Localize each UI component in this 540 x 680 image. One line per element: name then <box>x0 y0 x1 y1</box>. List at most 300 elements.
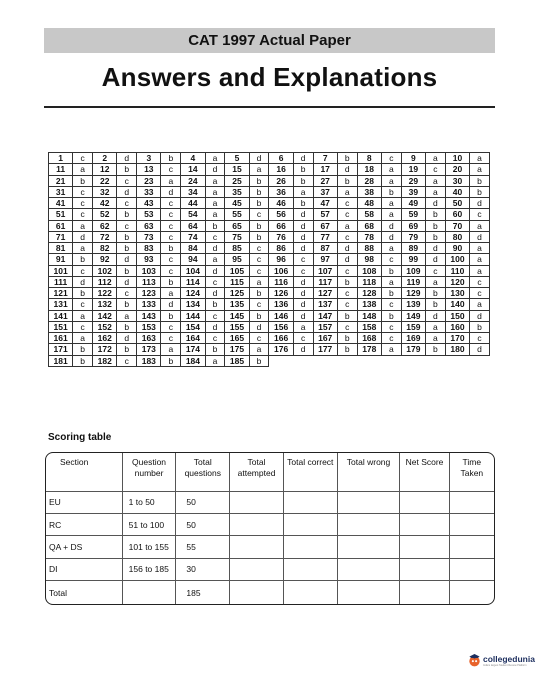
question-number: 95 <box>225 254 249 265</box>
question-number: 103 <box>137 265 161 276</box>
answer-option: b <box>161 276 181 287</box>
answer-option: b <box>381 310 401 321</box>
question-number: 101 <box>49 265 73 276</box>
question-number: 121 <box>49 288 73 299</box>
question-number: 4 <box>181 153 205 164</box>
question-number: 185 <box>225 355 249 366</box>
question-number: 60 <box>445 209 469 220</box>
question-number: 133 <box>137 299 161 310</box>
empty-cell <box>445 355 469 366</box>
question-number: 179 <box>401 344 425 355</box>
question-number: 37 <box>313 186 337 197</box>
answer-option: c <box>161 254 181 265</box>
answer-option: b <box>337 153 357 164</box>
question-number: 117 <box>313 276 337 287</box>
answer-option: d <box>426 198 446 209</box>
score-cell[interactable] <box>283 491 337 513</box>
score-cell: 101 to 155 <box>122 536 176 558</box>
column-header: Total attempted <box>230 453 284 491</box>
answer-option: c <box>205 231 225 242</box>
answer-option: b <box>470 321 490 332</box>
question-number: 57 <box>313 209 337 220</box>
section-name: Total <box>46 581 122 604</box>
question-number: 21 <box>49 175 73 186</box>
answer-option: d <box>470 310 490 321</box>
question-number: 100 <box>445 254 469 265</box>
answer-option: b <box>426 344 446 355</box>
answer-option: a <box>249 276 269 287</box>
collegedunia-logo <box>468 654 535 667</box>
question-number: 92 <box>93 254 117 265</box>
answer-option: a <box>470 164 490 175</box>
question-number: 84 <box>181 243 205 254</box>
question-number: 48 <box>357 198 381 209</box>
question-number: 132 <box>93 299 117 310</box>
score-cell: 185 <box>176 581 230 604</box>
answer-option: c <box>205 276 225 287</box>
question-number: 116 <box>269 276 293 287</box>
answer-row <box>49 321 490 332</box>
score-cell[interactable] <box>449 581 494 604</box>
answer-option: b <box>426 209 446 220</box>
question-number: 174 <box>181 344 205 355</box>
score-cell: 156 to 185 <box>122 558 176 580</box>
answer-row <box>49 265 490 276</box>
question-number: 165 <box>225 333 249 344</box>
answer-option: d <box>381 231 401 242</box>
score-cell[interactable] <box>400 536 449 558</box>
score-cell[interactable] <box>283 513 337 535</box>
scoring-row <box>46 513 494 535</box>
page-title: Answers and Explanations <box>101 62 438 92</box>
answer-row <box>49 220 490 231</box>
answer-option: b <box>249 175 269 186</box>
question-number: 77 <box>313 231 337 242</box>
question-number: 180 <box>445 344 469 355</box>
empty-cell <box>381 355 401 366</box>
question-number: 135 <box>225 299 249 310</box>
empty-cell <box>313 355 337 366</box>
answer-option: d <box>337 164 357 175</box>
question-number: 99 <box>401 254 425 265</box>
answer-option: b <box>249 198 269 209</box>
question-number: 118 <box>357 276 381 287</box>
question-number: 184 <box>181 355 205 366</box>
question-number: 27 <box>313 175 337 186</box>
question-number: 158 <box>357 321 381 332</box>
question-number: 129 <box>401 288 425 299</box>
question-number: 126 <box>269 288 293 299</box>
answer-option: c <box>161 209 181 220</box>
question-number: 34 <box>181 186 205 197</box>
question-number: 85 <box>225 243 249 254</box>
section-name: QA + DS <box>46 536 122 558</box>
answer-option: b <box>249 231 269 242</box>
question-number: 17 <box>313 164 337 175</box>
answer-option: a <box>73 220 93 231</box>
question-number: 162 <box>93 333 117 344</box>
question-number: 78 <box>357 231 381 242</box>
answer-option: b <box>426 288 446 299</box>
answer-option: c <box>337 288 357 299</box>
answer-option: b <box>381 265 401 276</box>
answer-row <box>49 164 490 175</box>
answer-option: c <box>337 209 357 220</box>
question-number: 70 <box>445 220 469 231</box>
score-cell: 50 <box>176 491 230 513</box>
answer-option: c <box>161 198 181 209</box>
score-cell[interactable] <box>337 513 400 535</box>
answer-option: b <box>249 310 269 321</box>
answer-option: b <box>73 175 93 186</box>
answer-option: b <box>73 288 93 299</box>
scoring-row <box>46 581 494 604</box>
answer-option: a <box>337 186 357 197</box>
question-number: 44 <box>181 198 205 209</box>
answer-option: d <box>205 288 225 299</box>
answer-option: a <box>73 164 93 175</box>
answer-option: c <box>337 265 357 276</box>
answer-option: a <box>161 344 181 355</box>
answer-option: b <box>117 344 137 355</box>
question-number: 20 <box>445 164 469 175</box>
answer-option: c <box>73 186 93 197</box>
answer-option: a <box>381 164 401 175</box>
question-number: 42 <box>93 198 117 209</box>
question-number: 159 <box>401 321 425 332</box>
question-number: 104 <box>181 265 205 276</box>
answer-option: c <box>161 220 181 231</box>
question-number: 141 <box>49 310 73 321</box>
answer-option: d <box>73 231 93 242</box>
logo-text: collegedunia <box>483 653 535 664</box>
answer-option: c <box>117 355 137 366</box>
answer-option: a <box>205 254 225 265</box>
empty-cell <box>401 355 425 366</box>
answer-option: d <box>293 243 313 254</box>
answer-option: a <box>73 333 93 344</box>
title-divider <box>44 106 495 108</box>
question-number: 88 <box>357 243 381 254</box>
question-number: 33 <box>137 186 161 197</box>
question-number: 3 <box>137 153 161 164</box>
question-number: 49 <box>401 198 425 209</box>
answer-option: b <box>293 164 313 175</box>
column-header: Total questions <box>176 453 230 491</box>
answer-option: c <box>205 310 225 321</box>
score-cell[interactable] <box>337 491 400 513</box>
paper-title-bar <box>44 28 495 53</box>
score-cell[interactable] <box>230 558 284 580</box>
question-number: 122 <box>93 288 117 299</box>
question-number: 56 <box>269 209 293 220</box>
score-cell[interactable] <box>230 513 284 535</box>
answer-option: c <box>249 209 269 220</box>
question-number: 154 <box>181 321 205 332</box>
question-number: 5 <box>225 153 249 164</box>
question-number: 134 <box>181 299 205 310</box>
question-number: 46 <box>269 198 293 209</box>
question-number: 96 <box>269 254 293 265</box>
question-number: 52 <box>93 209 117 220</box>
question-number: 93 <box>137 254 161 265</box>
answer-option: a <box>470 153 490 164</box>
question-number: 124 <box>181 288 205 299</box>
answer-option: d <box>293 310 313 321</box>
question-number: 91 <box>49 254 73 265</box>
question-number: 182 <box>93 355 117 366</box>
question-number: 113 <box>137 276 161 287</box>
score-cell[interactable] <box>283 581 337 604</box>
question-number: 32 <box>93 186 117 197</box>
answer-option: a <box>426 276 446 287</box>
question-number: 157 <box>313 321 337 332</box>
logo-tagline: India's largest Student Review Platform <box>483 663 527 667</box>
answer-option: b <box>426 231 446 242</box>
section-name: EU <box>46 491 122 513</box>
answer-option: b <box>337 310 357 321</box>
answer-option: d <box>293 344 313 355</box>
empty-cell <box>293 355 313 366</box>
column-header: Net Score <box>400 453 449 491</box>
answer-option: b <box>117 299 137 310</box>
answer-option: a <box>161 288 181 299</box>
question-number: 137 <box>313 299 337 310</box>
answer-option: c <box>293 333 313 344</box>
answer-option: d <box>426 243 446 254</box>
score-cell <box>122 581 176 604</box>
answer-option: a <box>426 186 446 197</box>
score-cell[interactable] <box>337 581 400 604</box>
question-number: 138 <box>357 299 381 310</box>
answer-option: a <box>470 220 490 231</box>
answer-option: d <box>117 276 137 287</box>
column-header: Section <box>46 453 122 491</box>
answer-option: d <box>205 321 225 332</box>
answer-option: d <box>293 153 313 164</box>
question-number: 11 <box>49 164 73 175</box>
question-number: 170 <box>445 333 469 344</box>
question-number: 143 <box>137 310 161 321</box>
question-number: 66 <box>269 220 293 231</box>
question-number: 156 <box>269 321 293 332</box>
score-cell[interactable] <box>337 558 400 580</box>
question-number: 35 <box>225 186 249 197</box>
answer-option: a <box>161 175 181 186</box>
answer-option: a <box>117 310 137 321</box>
answer-option: c <box>205 333 225 344</box>
answer-option: c <box>381 333 401 344</box>
logo-mascot-icon <box>468 654 481 667</box>
answer-option: b <box>205 299 225 310</box>
question-number: 140 <box>445 299 469 310</box>
answer-option: a <box>205 209 225 220</box>
question-number: 123 <box>137 288 161 299</box>
answer-option: c <box>161 321 181 332</box>
answer-option: c <box>337 321 357 332</box>
scoring-table-heading: Scoring table <box>48 432 112 443</box>
score-cell[interactable] <box>230 536 284 558</box>
answer-option: d <box>293 288 313 299</box>
question-number: 67 <box>313 220 337 231</box>
question-number: 108 <box>357 265 381 276</box>
answer-option: b <box>470 175 490 186</box>
answer-option: a <box>205 153 225 164</box>
answer-row <box>49 254 490 265</box>
answer-option: b <box>117 231 137 242</box>
answer-row <box>49 333 490 344</box>
answer-option: a <box>205 175 225 186</box>
question-number: 139 <box>401 299 425 310</box>
score-cell[interactable] <box>230 491 284 513</box>
question-number: 40 <box>445 186 469 197</box>
answer-option: c <box>161 265 181 276</box>
question-number: 36 <box>269 186 293 197</box>
question-number: 53 <box>137 209 161 220</box>
answer-option: c <box>381 153 401 164</box>
score-cell[interactable] <box>449 558 494 580</box>
answer-row <box>49 186 490 197</box>
question-number: 146 <box>269 310 293 321</box>
answer-option: d <box>381 220 401 231</box>
answer-option: b <box>249 220 269 231</box>
question-number: 167 <box>313 333 337 344</box>
question-number: 9 <box>401 153 425 164</box>
answer-option: c <box>117 220 137 231</box>
score-cell[interactable] <box>400 581 449 604</box>
question-number: 119 <box>401 276 425 287</box>
answer-option: b <box>249 355 269 366</box>
score-cell[interactable] <box>449 513 494 535</box>
score-cell[interactable] <box>400 491 449 513</box>
question-number: 150 <box>445 310 469 321</box>
question-number: 172 <box>93 344 117 355</box>
answer-option: b <box>249 186 269 197</box>
empty-cell <box>269 355 293 366</box>
question-number: 71 <box>49 231 73 242</box>
scoring-header-row <box>46 453 494 491</box>
score-cell[interactable] <box>449 491 494 513</box>
answer-option: c <box>73 321 93 332</box>
question-number: 55 <box>225 209 249 220</box>
answer-option: b <box>426 299 446 310</box>
answer-row <box>49 355 490 366</box>
question-number: 183 <box>137 355 161 366</box>
answer-option: c <box>470 276 490 287</box>
question-number: 38 <box>357 186 381 197</box>
question-number: 110 <box>445 265 469 276</box>
answer-option: c <box>381 299 401 310</box>
answer-option: b <box>249 288 269 299</box>
answer-option: a <box>337 220 357 231</box>
score-cell[interactable] <box>283 536 337 558</box>
question-number: 173 <box>137 344 161 355</box>
question-number: 22 <box>93 175 117 186</box>
answer-option: b <box>337 276 357 287</box>
answer-option: c <box>249 243 269 254</box>
answer-row <box>49 175 490 186</box>
question-number: 155 <box>225 321 249 332</box>
score-cell[interactable] <box>449 536 494 558</box>
question-number: 41 <box>49 198 73 209</box>
answer-option: c <box>381 254 401 265</box>
answer-option: a <box>205 355 225 366</box>
answer-option: c <box>73 265 93 276</box>
question-number: 23 <box>137 175 161 186</box>
scoring-row <box>46 491 494 513</box>
answer-option: b <box>205 220 225 231</box>
answer-option: a <box>381 198 401 209</box>
answer-option: d <box>161 299 181 310</box>
answer-row <box>49 209 490 220</box>
score-cell[interactable] <box>283 558 337 580</box>
answer-option: c <box>470 288 490 299</box>
question-number: 59 <box>401 209 425 220</box>
scoring-row <box>46 558 494 580</box>
answer-option: c <box>249 299 269 310</box>
answer-option: b <box>117 209 137 220</box>
question-number: 166 <box>269 333 293 344</box>
answer-option: c <box>73 153 93 164</box>
question-number: 114 <box>181 276 205 287</box>
question-number: 15 <box>225 164 249 175</box>
answer-option: a <box>381 175 401 186</box>
answer-option: d <box>293 276 313 287</box>
question-number: 171 <box>49 344 73 355</box>
answer-option: c <box>381 321 401 332</box>
question-number: 151 <box>49 321 73 332</box>
question-number: 178 <box>357 344 381 355</box>
empty-cell <box>337 355 357 366</box>
answer-option: c <box>249 265 269 276</box>
score-cell[interactable] <box>230 581 284 604</box>
answer-option: d <box>161 186 181 197</box>
answer-option: d <box>249 321 269 332</box>
column-header: Total correct <box>283 453 337 491</box>
question-number: 147 <box>313 310 337 321</box>
answer-option: a <box>381 276 401 287</box>
answer-option: b <box>470 186 490 197</box>
answer-option: c <box>337 231 357 242</box>
question-number: 175 <box>225 344 249 355</box>
answer-option: d <box>117 254 137 265</box>
question-number: 69 <box>401 220 425 231</box>
score-cell[interactable] <box>400 513 449 535</box>
answer-option: b <box>337 175 357 186</box>
answer-row <box>49 198 490 209</box>
answer-option: d <box>205 243 225 254</box>
answer-option: c <box>161 231 181 242</box>
answer-key-grid <box>48 152 490 367</box>
answer-option: a <box>381 209 401 220</box>
question-number: 98 <box>357 254 381 265</box>
answer-option: d <box>117 186 137 197</box>
question-number: 111 <box>49 276 73 287</box>
score-cell[interactable] <box>400 558 449 580</box>
score-cell[interactable] <box>337 536 400 558</box>
answer-option: d <box>470 231 490 242</box>
question-number: 10 <box>445 153 469 164</box>
question-number: 39 <box>401 186 425 197</box>
question-number: 30 <box>445 175 469 186</box>
answer-row <box>49 153 490 164</box>
question-number: 163 <box>137 333 161 344</box>
answer-option: d <box>73 276 93 287</box>
question-number: 25 <box>225 175 249 186</box>
question-number: 50 <box>445 198 469 209</box>
question-number: 145 <box>225 310 249 321</box>
answer-option: a <box>381 344 401 355</box>
